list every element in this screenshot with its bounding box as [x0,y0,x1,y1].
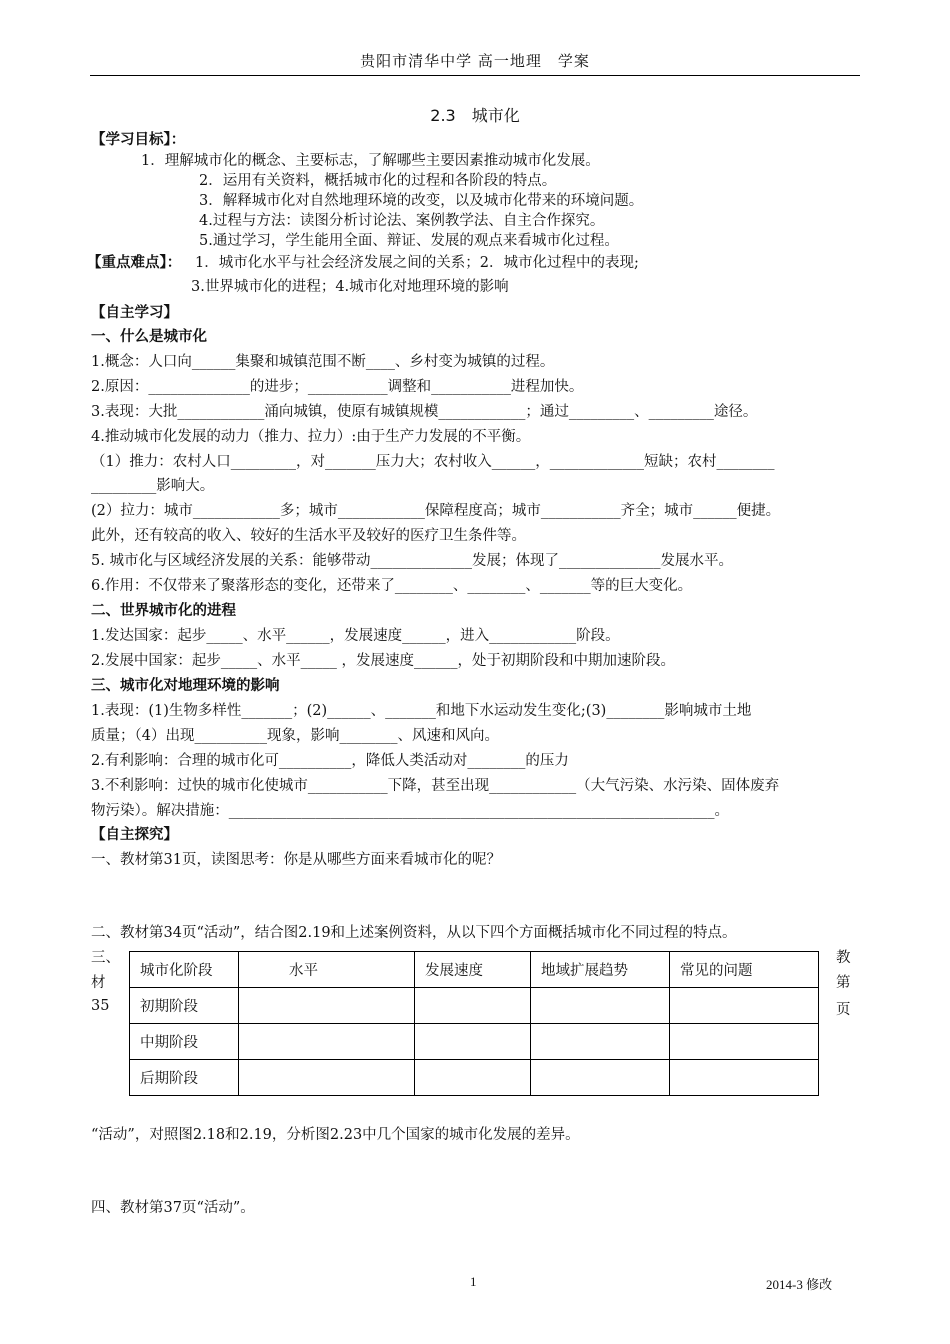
section-heading: 一、什么是城市化 [91,329,207,345]
goal-item: 4.过程与方法：读图分析讨论法、案例教学法、自主合作探究。 [199,213,605,229]
table-row [130,1060,819,1096]
table-cell[interactable] [415,1024,531,1060]
page-header: 贵阳市清华中学 高一地理 学案 [90,50,860,76]
table-cell[interactable] [670,988,819,1024]
text-line: _________影响大。 [91,478,215,494]
question-3-text: “活动”，对照图2.18和2.19，分析图2.23中几个国家的城市化发展的差异。 [91,1127,580,1143]
section-heading: 二、世界城市化的进程 [91,603,236,619]
table-cell: 后期阶段 [130,1060,239,1096]
goal-item: 5.通过学习，学生能用全面、辩证、发展的观点来看城市化过程。 [199,233,619,249]
text-line: 物污染）。解决措施：___________________________________________________________________。 [91,803,729,819]
text-line: 6.作用：不仅带来了聚落形态的变化，还带来了________、________、_______等的巨大变化。 [91,578,693,594]
text-line: 5. 城市化与区域经济发展的关系：能够带动______________发展；体现了______________发展水平。 [91,553,733,569]
key-points-line: 3.世界城市化的进程；4.城市化对地理环境的影响 [191,279,509,295]
table-header-cell: 常见的问题 [670,952,819,988]
text-line: 1.概念：人口向______集聚和城镇范围不断____、乡村变为城镇的过程。 [91,354,555,370]
table-header-cell: 发展速度 [415,952,531,988]
key-points-line: 1．城市化水平与社会经济发展之间的关系；2．城市化过程中的表现; [195,255,639,271]
table-row [130,988,819,1024]
self-study-label: 【自主学习】 [91,305,178,321]
explore-label: 【自主探究】 [91,827,178,843]
question-3-fragment: 材 [91,975,106,991]
text-line: 3.表现：大批____________涌向城镇，使原有城镇规模____________；通过_________、_________途径。 [91,404,758,420]
question-3-fragment: 35 [91,998,110,1014]
table-header-cell: 水平 [239,952,415,988]
text-line: 2.发展中国家：起步_____、水平_____ ，发展速度______，处于初期阶段和中期加速阶段。 [91,653,675,669]
table-cell[interactable] [239,988,415,1024]
text-line: 质量；（4）出现__________现象，影响________、风速和风向。 [91,728,499,744]
goal-item: 2．运用有关资料，概括城市化的过程和各阶段的特点。 [199,173,557,189]
table-cell[interactable] [531,1024,670,1060]
text-line: 2.原因：______________的进步；___________调整和___________进程加快。 [91,379,584,395]
question-3-fragment: 教 [836,950,851,966]
question-3-fragment: 页 [836,1002,851,1018]
table-cell[interactable] [670,1024,819,1060]
urbanization-stage-table [129,951,819,1096]
text-line: 此外，还有较高的收入、较好的生活水平及较好的医疗卫生条件等。 [91,528,526,544]
table-cell[interactable] [239,1060,415,1096]
text-line: （1）推力：农村人口_________，对_______压力大；农村收入______，_____________短缺；农村________ [91,454,775,470]
text-line: 3.不利影响：过快的城市化使城市___________下降，甚至出现____________（大气污染、水污染、固体废弃 [91,778,780,794]
table-header-row [130,952,819,988]
table-cell[interactable] [415,1060,531,1096]
table-cell: 中期阶段 [130,1024,239,1060]
table-cell[interactable] [670,1060,819,1096]
question-1: 一、教材第31页，读图思考：你是从哪些方面来看城市化的呢？ [91,852,501,868]
table-row [130,1024,819,1060]
text-line: (2）拉力：城市____________多；城市____________保障程度高；城市___________齐全；城市______便捷。 [91,503,781,519]
table-cell[interactable] [415,988,531,1024]
question-4: 四、教材第37页“活动”。 [91,1200,255,1216]
text-line: 1.表现：(1)生物多样性_______；(2)______、_______和地下水运动发生变化;(3)________影响城市土地 [91,703,752,719]
table-cell[interactable] [531,988,670,1024]
page-number: 1 [470,1274,477,1289]
goal-item: 3．解释城市化对自然地理环境的改变，以及城市化带来的环境问题。 [199,193,644,209]
key-points-label: 【重点难点】： [87,255,182,271]
table-header-cell: 城市化阶段 [130,952,239,988]
revision-note: 2014-3 修改 [766,1277,833,1292]
page-title: 2.3 城市化 [430,106,520,125]
table-cell: 初期阶段 [130,988,239,1024]
text-line: 4.推动城市化发展的动力（推力、拉力）:由于生产力发展的不平衡。 [91,429,531,445]
table-cell[interactable] [531,1060,670,1096]
goal-item: 1．理解城市化的概念、主要标志，了解哪些主要因素推动城市化发展。 [141,153,600,169]
question-2: 二、教材第34页“活动”，结合图2.19和上述案例资料，从以下四个方面概括城市化不同过程的特点。 [91,925,737,941]
question-3-fragment: 第 [836,975,851,991]
table-header-cell: 地域扩展趋势 [531,952,670,988]
section-heading: 三、城市化对地理环境的影响 [91,678,280,694]
table-cell[interactable] [239,1024,415,1060]
text-line: 2.有利影响：合理的城市化可__________，降低人类活动对________的压力 [91,753,569,769]
question-3-fragment: 三、 [91,950,120,966]
text-line: 1.发达国家：起步_____、水平______，发展速度______，进入____________阶段。 [91,628,620,644]
goals-label: 【学习目标】： [91,132,186,148]
